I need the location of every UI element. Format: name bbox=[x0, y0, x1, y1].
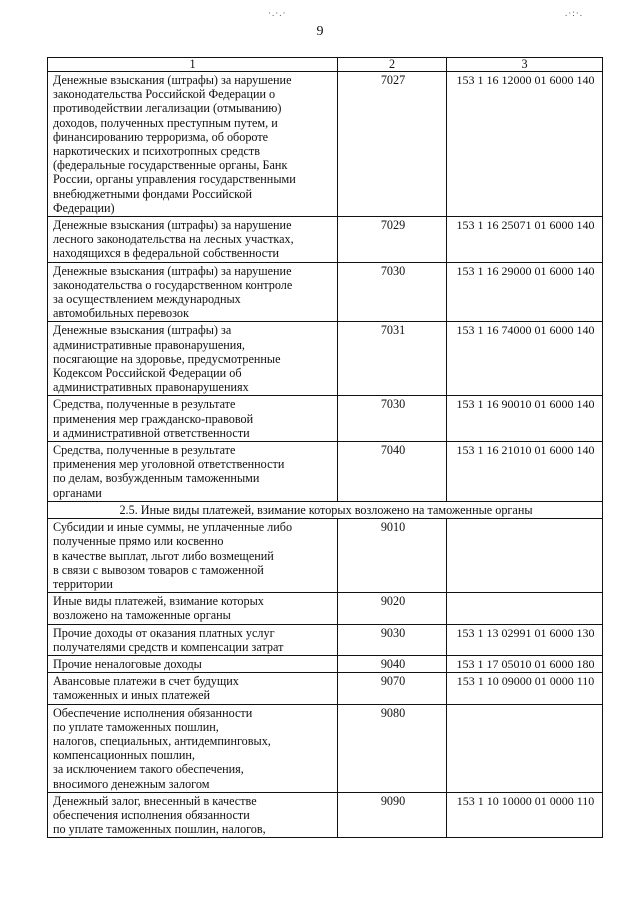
description-line: противодействии легализации (отмыванию) bbox=[53, 101, 282, 116]
payment-description bbox=[48, 396, 338, 442]
budget-classification-code: 153 1 16 90010 01 6000 140 bbox=[447, 396, 603, 442]
description-line: внебюджетными фондами Российской bbox=[53, 186, 253, 201]
description-line: по уплате таможенных пошлин, налогов, bbox=[53, 822, 266, 837]
payment-description bbox=[48, 72, 338, 217]
description-line: (федеральные государственные органы, Банк bbox=[53, 158, 288, 173]
payment-type-code: 9020 bbox=[338, 593, 447, 624]
description-line: применения мер гражданско-правовой bbox=[53, 411, 254, 426]
payment-type-code: 7027 bbox=[338, 72, 447, 217]
description-line: компенсационных пошлин, bbox=[53, 748, 195, 763]
description-line: Денежный залог, внесенный в качестве bbox=[53, 793, 257, 808]
description-line: административные правонарушения, bbox=[53, 337, 245, 352]
budget-classification-code bbox=[447, 519, 603, 593]
description-line: находящихся в федеральной собственности bbox=[53, 246, 280, 261]
description-line: Денежные взыскания (штрафы) за нарушение bbox=[53, 218, 292, 233]
budget-classification-code: 153 1 16 21010 01 6000 140 bbox=[447, 442, 603, 502]
description-line: Прочие неналоговые доходы bbox=[53, 656, 202, 671]
budget-classification-code bbox=[447, 704, 603, 792]
description-line: Средства, полученные в результате bbox=[53, 397, 236, 412]
description-line: законодательства Российской Федерации о bbox=[53, 87, 276, 102]
table-row bbox=[48, 593, 603, 624]
description-line: Федерации) bbox=[53, 200, 115, 215]
table-row bbox=[48, 519, 603, 593]
description-line: лесного законодательства на лесных участках, bbox=[53, 232, 294, 247]
description-line: обеспечения исполнения обязанности bbox=[53, 807, 250, 822]
payment-type-code: 9030 bbox=[338, 624, 447, 655]
description-line: возложено на таможенные органы bbox=[53, 608, 231, 623]
description-line: Прочие доходы от оказания платных услуг bbox=[53, 625, 275, 640]
budget-classification-code: 153 1 16 25071 01 6000 140 bbox=[447, 217, 603, 263]
payment-type-code: 9010 bbox=[338, 519, 447, 593]
budget-classification-code: 153 1 10 09000 01 0000 110 bbox=[447, 673, 603, 704]
description-line: доходов, полученных преступным путем, и bbox=[53, 115, 278, 130]
payment-description bbox=[48, 792, 338, 838]
description-line: наркотических и психотропных средств bbox=[53, 144, 261, 159]
description-line: Иные виды платежей, взимание которых bbox=[53, 594, 264, 609]
budget-classification-code: 153 1 16 29000 01 6000 140 bbox=[447, 262, 603, 322]
description-line: полученные прямо или косвенно bbox=[53, 534, 224, 549]
description-line: административных правонарушениях bbox=[53, 380, 249, 395]
payment-description bbox=[48, 262, 338, 322]
payment-type-code: 9080 bbox=[338, 704, 447, 792]
description-line: законодательства о государственном контроле bbox=[53, 277, 293, 292]
page-number: 9 bbox=[316, 24, 324, 39]
description-line: органами bbox=[53, 485, 102, 500]
description-line: по уплате таможенных пошлин, bbox=[53, 719, 219, 734]
description-line: Денежные взыскания (штрафы) за bbox=[53, 323, 232, 338]
description-line: вносимого денежным залогом bbox=[53, 776, 210, 791]
description-line: Обеспечение исполнения обязанности bbox=[53, 705, 253, 720]
description-line: и административной ответственности bbox=[53, 425, 250, 440]
table-row bbox=[48, 704, 603, 792]
description-line: налогов, специальных, антидемпинговых, bbox=[53, 733, 271, 748]
description-line: применения мер уголовной ответственности bbox=[53, 457, 285, 472]
section-heading-row bbox=[48, 501, 603, 518]
payment-type-code: 9040 bbox=[338, 655, 447, 672]
scan-speck-right: .·:·. bbox=[565, 8, 583, 18]
budget-classification-code bbox=[447, 593, 603, 624]
header-col-2: 2 bbox=[338, 58, 447, 72]
budget-classification-code: 153 1 13 02991 01 6000 130 bbox=[447, 624, 603, 655]
description-line: Денежные взыскания (штрафы) за нарушение bbox=[53, 73, 292, 87]
payment-description bbox=[48, 673, 338, 704]
table-row bbox=[48, 673, 603, 704]
table-row bbox=[48, 72, 603, 217]
description-line: получателями средств и компенсации затрат bbox=[53, 639, 284, 654]
payment-type-code: 9070 bbox=[338, 673, 447, 704]
table-row bbox=[48, 792, 603, 838]
budget-classification-code: 153 1 16 12000 01 6000 140 bbox=[447, 72, 603, 217]
payment-type-code: 7031 bbox=[338, 322, 447, 396]
budget-classification-code: 153 1 16 74000 01 6000 140 bbox=[447, 322, 603, 396]
payment-type-code: 7040 bbox=[338, 442, 447, 502]
header-col-3: 3 bbox=[447, 58, 603, 72]
table-row bbox=[48, 217, 603, 263]
description-line: по делам, возбужденным таможенными bbox=[53, 471, 260, 486]
payment-description bbox=[48, 217, 338, 263]
description-line: Денежные взыскания (штрафы) за нарушение bbox=[53, 263, 292, 278]
budget-classification-code: 153 1 17 05010 01 6000 180 bbox=[447, 655, 603, 672]
payment-description bbox=[48, 624, 338, 655]
payment-type-code: 7030 bbox=[338, 262, 447, 322]
scan-speck-left: ·.·.· bbox=[268, 8, 287, 18]
payment-description bbox=[48, 322, 338, 396]
payment-description bbox=[48, 519, 338, 593]
section-heading: 2.5. Иные виды платежей, взимание которых возложено на таможенные органы bbox=[48, 501, 603, 518]
description-line: в связи с вывозом товаров с таможенной bbox=[53, 562, 264, 577]
table-body bbox=[48, 58, 603, 838]
description-line: за исключением такого обеспечения, bbox=[53, 762, 244, 777]
description-line: Авансовые платежи в счет будущих bbox=[53, 674, 239, 689]
description-line: в качестве выплат, льгот либо возмещений bbox=[53, 548, 274, 563]
table-row bbox=[48, 624, 603, 655]
table-row bbox=[48, 396, 603, 442]
description-line: за осуществлением международных bbox=[53, 292, 241, 307]
description-line: России, органы управления государственными bbox=[53, 172, 296, 187]
description-line: территории bbox=[53, 576, 113, 591]
header-col-1: 1 bbox=[48, 58, 338, 72]
description-line: таможенных и иных платежей bbox=[53, 688, 210, 703]
payment-type-code: 7029 bbox=[338, 217, 447, 263]
description-line: финансированию терроризма, об обороте bbox=[53, 129, 269, 144]
description-line: посягающие на здоровье, предусмотренные bbox=[53, 351, 281, 366]
description-line: Средства, полученные в результате bbox=[53, 443, 236, 458]
payment-type-code: 7030 bbox=[338, 396, 447, 442]
revenue-codes-table bbox=[47, 57, 603, 838]
budget-classification-code: 153 1 10 10000 01 0000 110 bbox=[447, 792, 603, 838]
table-row bbox=[48, 442, 603, 502]
table-row bbox=[48, 322, 603, 396]
description-line: Кодексом Российской Федерации об bbox=[53, 366, 242, 381]
table-row bbox=[48, 655, 603, 672]
table-header-row bbox=[48, 58, 603, 72]
payment-description bbox=[48, 593, 338, 624]
description-line: автомобильных перевозок bbox=[53, 306, 189, 321]
payment-description bbox=[48, 442, 338, 502]
table-row bbox=[48, 262, 603, 322]
payment-type-code: 9090 bbox=[338, 792, 447, 838]
description-line: Субсидии и иные суммы, не уплаченные либо bbox=[53, 520, 293, 535]
payment-description bbox=[48, 704, 338, 792]
payment-description bbox=[48, 655, 338, 672]
